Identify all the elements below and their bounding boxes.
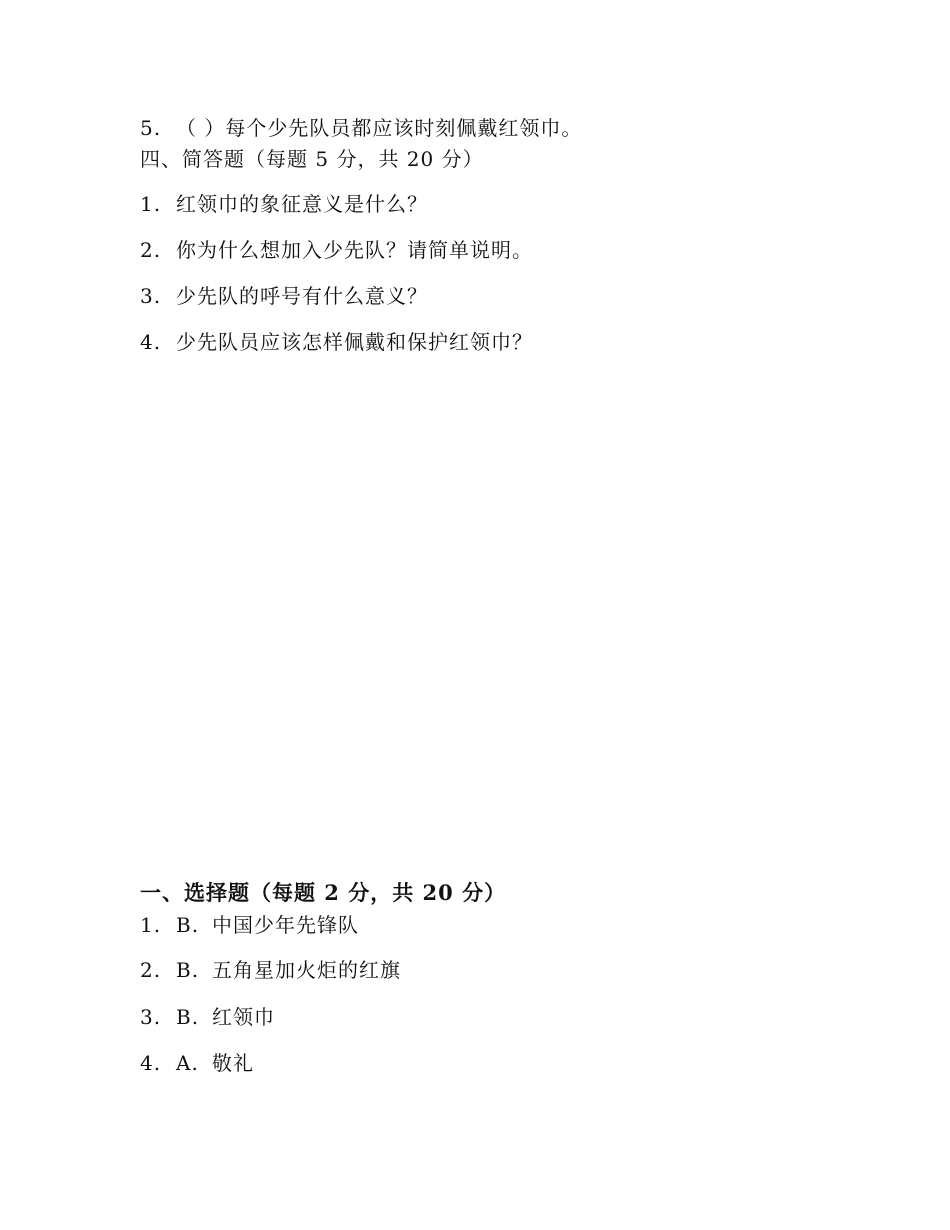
- question-number: 3.: [140, 284, 162, 308]
- answer-text: 红领巾: [212, 1005, 275, 1029]
- question-text: 少先队员应该怎样佩戴和保护红领巾？: [176, 330, 533, 354]
- question-number: 5.: [140, 116, 162, 140]
- question-text: 你为什么想加入少先队？请简单说明。: [176, 238, 533, 262]
- answer-number: 2.: [140, 958, 162, 982]
- answer-letter: B.: [176, 913, 200, 937]
- section-heading-short-answer: 四、简答题（每题 5 分，共 20 分）: [140, 147, 484, 171]
- true-false-question-5: [140, 115, 582, 141]
- answer-letter: B.: [176, 1005, 200, 1029]
- question-number: 4.: [140, 330, 162, 354]
- answer-number: 3.: [140, 1005, 162, 1029]
- short-answer-question: [140, 329, 533, 355]
- short-answer-question: [140, 191, 428, 217]
- question-number: 1.: [140, 192, 162, 216]
- answer-letter: B.: [176, 958, 200, 982]
- answer-section-heading-multiple-choice: 一、选择题（每题 2 分，共 20 分）: [140, 880, 507, 905]
- answer-number: 1.: [140, 913, 162, 937]
- answer-item: [140, 1050, 254, 1076]
- answer-item: [140, 1004, 275, 1030]
- answer-text: 敬礼: [212, 1051, 254, 1075]
- answer-item: [140, 957, 401, 983]
- answer-text: 中国少年先锋队: [212, 913, 359, 937]
- short-answer-question: [140, 283, 428, 309]
- question-text: 少先队的呼号有什么意义？: [176, 284, 428, 308]
- short-answer-question: [140, 237, 533, 263]
- question-text: 红领巾的象征意义是什么？: [176, 192, 428, 216]
- answer-text: 五角星加火炬的红旗: [212, 958, 401, 982]
- answer-number: 4.: [140, 1051, 162, 1075]
- question-number: 2.: [140, 238, 162, 262]
- answer-letter: A.: [176, 1051, 199, 1075]
- question-text: （ ）每个少先队员都应该时刻佩戴红领巾。: [176, 116, 583, 140]
- answer-item: [140, 912, 359, 938]
